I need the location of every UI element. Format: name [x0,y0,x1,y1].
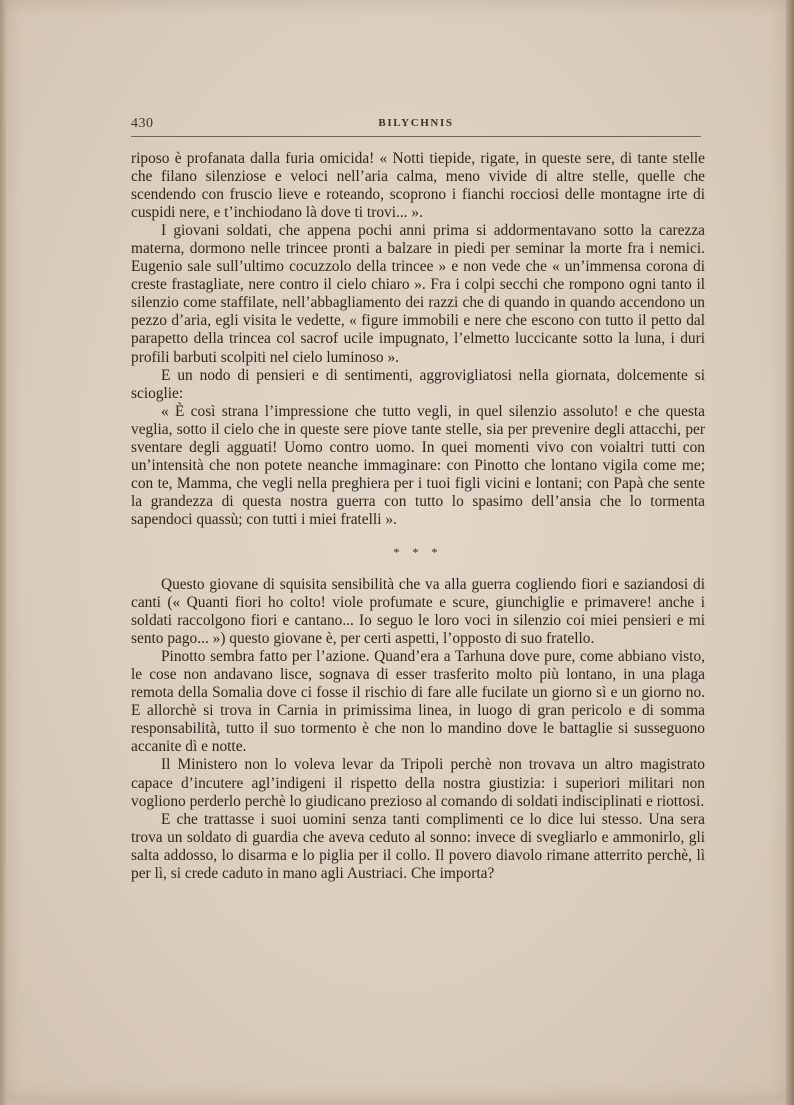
quoted-letter-paragraph: « È così strana l’impressione che tutto vegli, in quel silenzio assoluto! e che questa veglia, sotto il cielo che in queste sere piove tante stelle, sia per prevenire degli attacchi, per sventare degli agguati! Uomo contro uomo. In quei momenti vivo con voialtri tutti con un’intensità che non potete neanche immaginare: con Pinotto che lontano vigila come me; con te, Mamma, che vegli nella preghiera per i tuoi figli vicini e lontani; con Papà che sente la grandezza di questa nostra guerra con tutto lo spasimo dell’ansia che lo tormenta sapendoci quassù; con tutti i miei fratelli ». [131,402,705,528]
paragraph: E che trattasse i suoi uomini senza tanti complimenti ce lo dice lui stesso. Una sera trova un soldato di guardia che aveva ceduto al sonno: invece di svegliarlo e ammonirlo, gli salta addosso, lo disarma e lo piglia per il collo. Il povero diavolo rimane atterrito perchè, lì per lì, si crede caduto in mano agli Austriaci. Che importa? [131,810,705,882]
header-rule [131,136,701,137]
paragraph: I giovani soldati, che appena pochi anni prima si addormentavano sotto la carezza materna, dormono nelle trincee pronti a balzare in piedi per seminar la morte fra i nemici. Eugenio sale sull’ultimo cocuzzolo della trincee » e non vede che « un’immensa corona di creste frastagliate, nere contro il cielo chiaro ». Fra i colpi secchi che rompono ogni tanto il silenzio come staffilate, nell’abbagliamento dei razzi che di quando in quando accendono un pezzo d’aria, egli visita le vedette, « figure immobili e nere che escono con tutto il petto dal parapetto della trincea col sacrof ucile impugnato, l’elmetto luccicante sotto la luna, i duri profili barbuti scolpiti nel cielo luminoso ». [131,222,705,366]
paragraph: riposo è profanata dalla furia omicida! « Notti tiepide, rigate, in queste sere, di tante stelle che filano silenziose e veloci nell’aria calma, meno vivide di altre stelle, quelle che scendendo con fruscio lieve e roteando, scoprono i fianchi rocciosi delle montagne irte di cuspidi nere, e t’inchiodano là dove ti trovi... ». [131,150,705,222]
paragraph: Il Ministero non lo voleva levar da Tripoli perchè non trovava un altro magistrato capace d’incutere agl’indigeni il rispetto della nostra giustizia: i superiori militari non vogliono perderlo perchè lo giudicano prezioso al comando di soldati indisciplinati e riottosi. [131,756,705,810]
section-separator: * * * [393,544,443,559]
page-number: 430 [131,116,154,131]
page-edge-right [786,0,794,1105]
paragraph: Questo giovane di squisita sensibilità che va alla guerra cogliendo fiori e saziandosi di canti (« Quanti fiori ho colto! viole profumate e scure, giunchiglie e primavere! anche i soldati raccolgono fiori e cantano... Io seguo le loro voci in silenzio coi miei pensieri e mi sento pago... ») questo giovane è, per certi aspetti, l’opposto di suo fratello. [131,575,705,648]
body-text [131,150,705,883]
page-header [131,115,701,135]
paragraph: E un nodo di pensieri e di sentimenti, aggrovigliatosi nella giornata, dolcemente si scioglie: [131,366,705,402]
running-title: BILYCHNIS [378,117,454,129]
paragraph: Pinotto sembra fatto per l’azione. Quand’era a Tarhuna dove pure, come abbiano visto, le cose non andavano lisce, sognava di esser trasferito molto più lontano, in una plaga remota della Somalia dove ci fosse il rischio di fare alle fucilate un giorno sì e un giorno no. E allorchè si trova in Carnia in primissima linea, in luogo di gran pericolo e di somma responsabilità, tutto il suo tormento è che non lo mandino dove le battaglie si susseguono accanite dì e notte. [131,648,705,756]
